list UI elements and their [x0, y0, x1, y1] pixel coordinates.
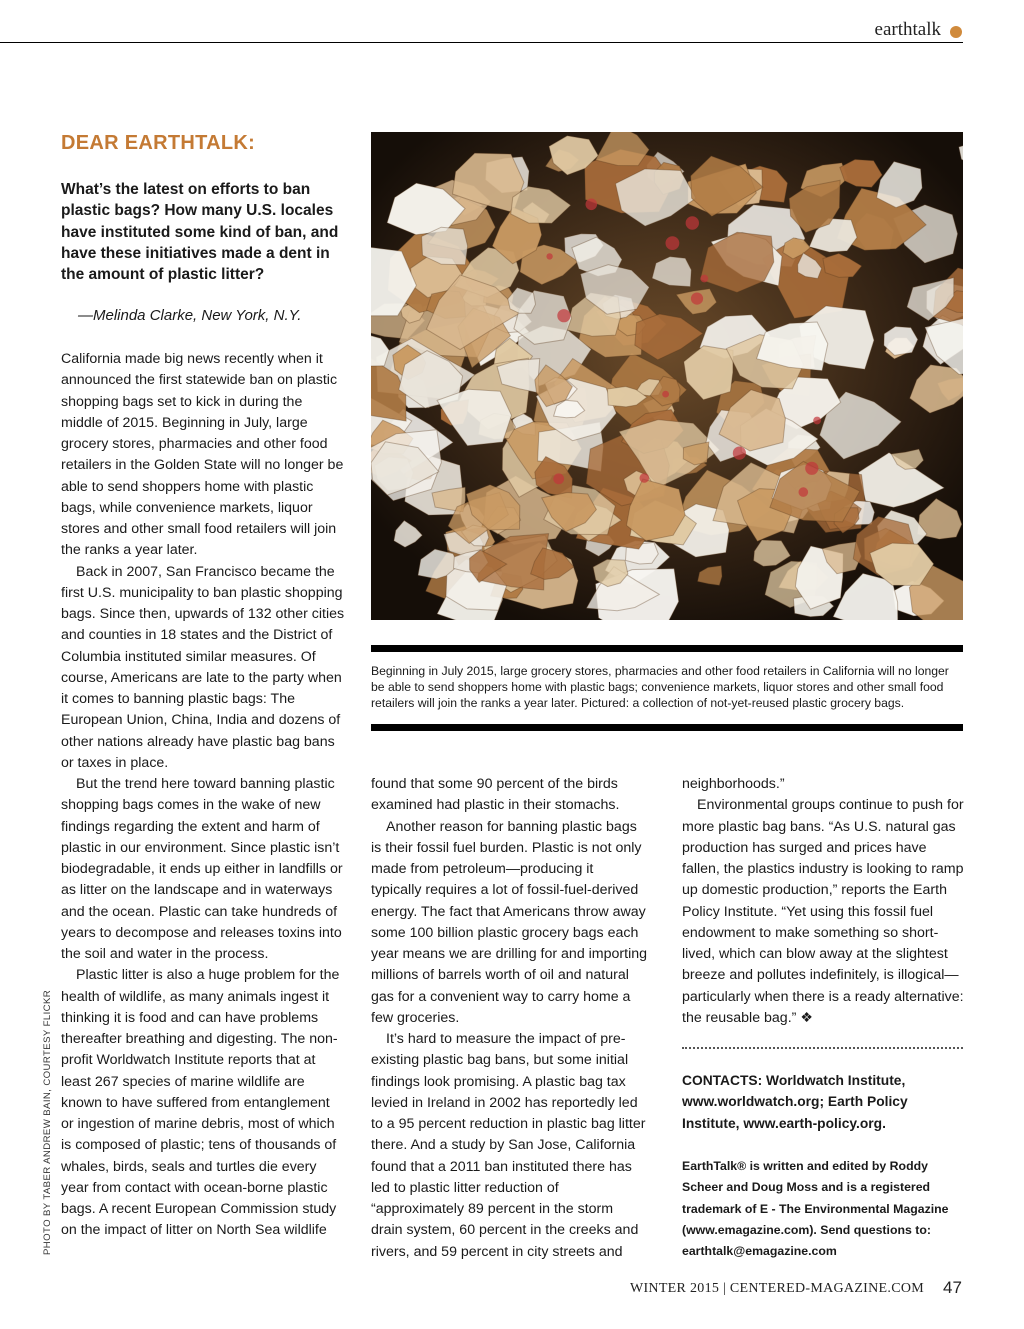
- bag-print-mark: [691, 293, 703, 305]
- plastic-bags-photo: [371, 132, 963, 620]
- article-column-3: [682, 774, 964, 1029]
- bag-print-mark: [640, 473, 650, 483]
- paragraph: neighborhoods.”: [682, 776, 785, 792]
- bag-print-mark: [553, 473, 564, 484]
- reader-signature: —Melinda Clarke, New York, N.Y.: [78, 307, 302, 324]
- photo-caption: Beginning in July 2015, large grocery stores, pharmacies and other food retailers in California will no longer be able to send shoppers home with plastic bags; convenience markets, liquor stores and other small food retailers will join the ranks a year later. Pictured: a collection of not-yet-reused plastic grocery bags.: [371, 664, 949, 711]
- column-heading: DEAR EARTHTALK:: [61, 132, 256, 154]
- bag-print-mark: [733, 447, 746, 460]
- contacts-note: CONTACTS: Worldwatch Institute, www.worldwatch.org; Earth Policy Institute, www.earth-policy.org.: [682, 1073, 908, 1131]
- issue-footer: WINTER 2015 | CENTERED-MAGAZINE.COM: [629, 1281, 924, 1296]
- reader-question: What’s the latest on efforts to ban plastic bags? How many U.S. locales have instituted some kind of ban, and have these initiatives made a dent in the amount of plastic litter?: [61, 181, 339, 284]
- end-mark-icon: ❖: [800, 1009, 814, 1026]
- about-earthtalk-note: EarthTalk® is written and edited by Roddy Scheer and Doug Moss and is a registered trademark of E - The Environmental Magazine (www.emagazine.com). Send questions to: earthtalk@emagazine.com: [682, 1159, 949, 1259]
- photo-credit: PHOTO BY TABER ANDREW BAIN, COURTESY FLICKR: [42, 989, 53, 1255]
- article-column-2: [371, 774, 647, 1263]
- paragraph: Plastic litter is also a huge problem for the health of wildlife, as many animals ingest it thinking it is food and can have problems thereafter breathing and digesting. The non-profit Worldwatch Institute reports that at least 267 species of marine wildlife are known to have suffered from entanglement or ingestion of marine debris, most of which is composed of plastic; tens of thousands of whales, birds, seals and turtles die every year from contact with ocean-borne plastic bags. A recent European Commission study on the impact of litter on North Sea wildlife: [61, 967, 340, 1239]
- plastic-bags-illustration: [371, 132, 963, 620]
- section-dot-icon: [950, 26, 962, 38]
- paragraph: But the trend here toward banning plastic shopping bags comes in the wake of new findings regarding the extent and harm of plastic in our environment. Since plastic isn’t biodegradable, it ends up either in landfills or as litter on the landscape and in waterways and the ocean. Plastic can take hundreds of years to decompose and releases toxins into the soil and water in the process.: [61, 776, 343, 962]
- bag-print-mark: [557, 309, 570, 322]
- bag-print-mark: [813, 417, 821, 425]
- paragraph: Another reason for banning plastic bags is their fossil fuel burden. Plastic is not only made from petroleum—producing it typically requires a lot of fossil-fuel-derived energy. The fact that Americans throw away some 100 billion plastic grocery bags each year means we are drilling for and importing millions of barrels worth of oil and natural gas for a convenient way to carry home a few groceries.: [371, 818, 647, 1026]
- bag-print-mark: [586, 199, 598, 211]
- caption-rule-bottom: [371, 724, 963, 731]
- header-rule: [0, 42, 963, 43]
- dotted-divider: [682, 1047, 963, 1049]
- bag-print-mark: [799, 487, 809, 497]
- paragraph: California made big news recently when it announced the first statewide ban on plastic shopping bags set to kick in during the middle of 2015. Beginning in July, large grocery stores, pharmacies and other food retailers in the Golden State will no longer be able to send shoppers home with plastic bags, while convenience markets, liquor stores and other small food retailers will join the ranks a year later.: [61, 351, 344, 559]
- paragraph: Back in 2007, San Francisco became the first U.S. municipality to ban plastic shopping bags. Since then, upwards of 132 other cities and counties in 18 states and the District of Columbia instituted similar measures. Of course, Americans are late to the party when it comes to banning plastic bags: The European Union, China, India and dozens of other nations already have plastic bag bans or taxes in place.: [61, 563, 345, 771]
- paragraph: found that some 90 percent of the birds examined had plastic in their stomachs.: [371, 776, 620, 814]
- page-number: 47: [943, 1278, 962, 1297]
- paragraph: [682, 795, 964, 1029]
- paragraph: It’s hard to measure the impact of pre-existing plastic bag bans, but some initial findings look promising. A plastic bag tax levied in Ireland in 2002 has reportedly led to a 95 percent reduction in plastic bag litter there. And a study by San Jose, California found that a 2011 ban instituted there has led to plastic litter reduction of “approximately 89 percent in the storm drain system, 60 percent in the creeks and rivers, and 59 percent in city streets and: [371, 1031, 646, 1260]
- bag-print-mark: [686, 216, 699, 229]
- bag-print-mark: [700, 275, 708, 283]
- bag-print-mark: [546, 253, 552, 259]
- section-label: earthtalk: [874, 19, 941, 40]
- article-column-1: [61, 349, 345, 1242]
- paragraph-text: Environmental groups continue to push for more plastic bag bans. “As U.S. natural gas production has surged and prices have fallen, the plastics industry is looking to ramp up domestic production,” reports the Earth Policy Institute. “Yet using this fossil fuel endowment to make something so short-lived, which can blow away at the slightest breeze and pollutes indefinitely, is illogical—particularly when there is a ready alternative: the reusable bag.”: [682, 797, 964, 1026]
- caption-rule-top: [371, 645, 963, 652]
- bag-print-mark: [666, 236, 680, 250]
- bag-print-mark: [805, 462, 818, 475]
- bag-print-mark: [662, 391, 669, 398]
